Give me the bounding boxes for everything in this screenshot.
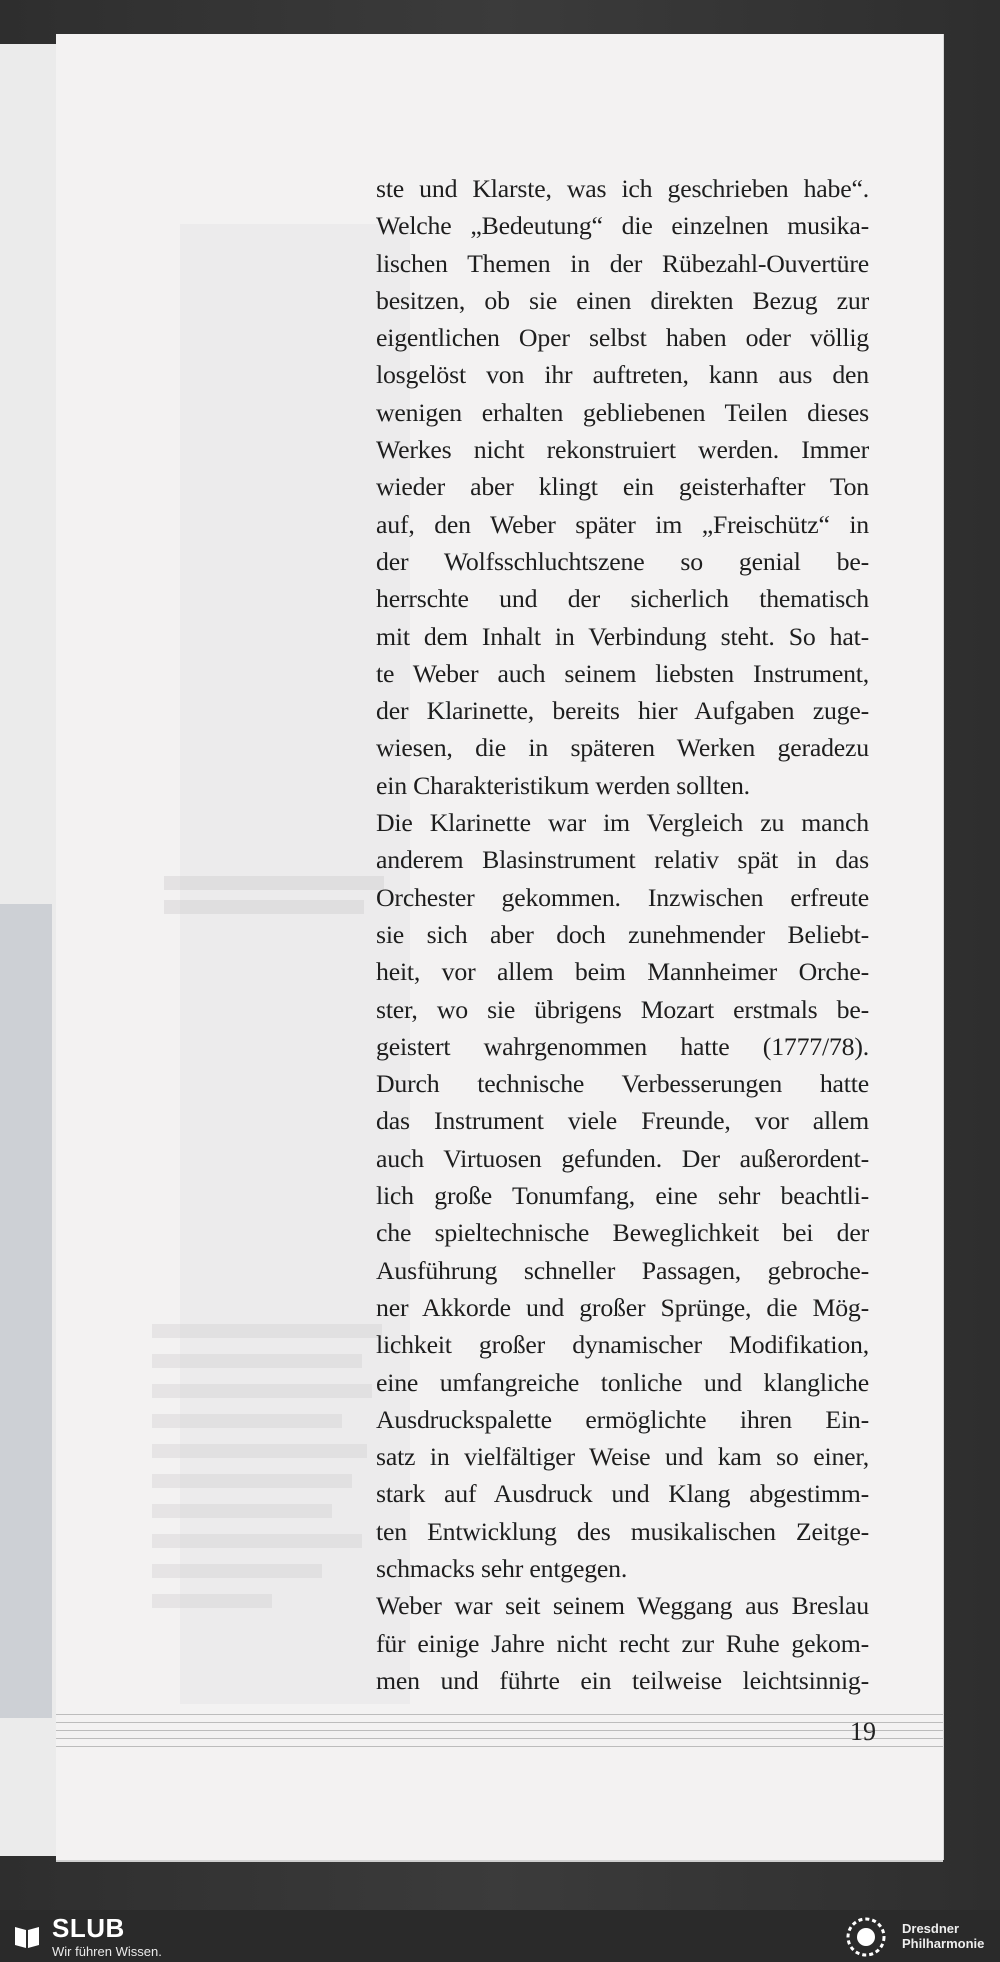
text-line: Durch technische Verbesserungen hatte <box>376 1069 869 1099</box>
text-line: lich große Tonumfang, eine sehr beachtli- <box>376 1181 869 1211</box>
book-icon <box>12 1921 42 1951</box>
text-line: wieder aber klingt ein geisterhafter Ton <box>376 472 869 502</box>
text-line: ten Entwicklung des musikalischen Zeitge- <box>376 1516 869 1546</box>
text-line: satz in vielfältiger Weise und kam so einer, <box>376 1442 869 1472</box>
text-line: ein Charakteristikum werden sollten. <box>376 770 750 800</box>
text-line: ste und Klarste, was ich geschrieben habe“. <box>376 174 869 203</box>
text-line: Welche „Bedeutung“ die einzelnen musika- <box>376 211 869 241</box>
text-line: losgelöst von ihr auftreten, kann aus den <box>376 360 869 390</box>
text-line: Weber war seit seinem Weggang aus Breslau <box>376 1591 869 1621</box>
text-line: eine umfangreiche tonliche und klangliche <box>376 1367 869 1397</box>
facing-page-edge <box>0 44 61 1856</box>
text-line: sie sich aber doch zunehmender Beliebt- <box>376 919 869 949</box>
text-line: der Klarinette, bereits hier Aufgaben zuge- <box>376 696 869 726</box>
text-line: che spieltechnische Beweglichkeit bei der <box>376 1218 869 1248</box>
text-line: mit dem Inhalt in Verbindung steht. So hat- <box>376 621 869 651</box>
text-line: herrschte und der sicherlich thematisch <box>376 584 869 614</box>
text-line: te Weber auch seinem liebsten Instrument, <box>376 658 869 688</box>
text-line: Die Klarinette war im Vergleich zu manch <box>376 808 869 838</box>
philharmonie-sun-logo-icon[interactable] <box>841 1915 891 1959</box>
text-line: auch Virtuosen gefunden. Der außerordent- <box>376 1143 869 1173</box>
music-staff-rule <box>56 1714 943 1758</box>
text-line: lichkeit großer dynamischer Modifikation, <box>376 1330 869 1360</box>
text-line: das Instrument viele Freunde, vor allem <box>376 1106 869 1136</box>
text-line: men und führte ein teilweise leichtsinnig- <box>376 1665 869 1695</box>
text-line: ster, wo sie übrigens Mozart erstmals be- <box>376 994 869 1024</box>
text-line: Orchester gekommen. Inzwischen erfreute <box>376 882 869 912</box>
text-line: auf, den Weber später im „Freischütz“ in <box>376 509 869 539</box>
philharmonie-line-1: Dresdner <box>902 1921 960 1936</box>
philharmonie-line-2: Philharmonie <box>902 1936 985 1951</box>
text-line: wiesen, die in späteren Werken geradezu <box>376 733 869 763</box>
margin-note-ghost-2 <box>152 1324 382 1608</box>
text-line: stark auf Ausdruck und Klang abgestimm- <box>376 1479 869 1509</box>
facing-page-shade <box>0 904 52 1718</box>
viewer-footer <box>0 1910 1000 1962</box>
body-text <box>376 170 869 1699</box>
text-line: wenigen erhalten gebliebenen Teilen dieses <box>376 397 869 427</box>
text-line: heit, vor allem beim Mannheimer Orche- <box>376 957 869 987</box>
text-line: der Wolfsschluchtszene so genial be- <box>376 546 869 576</box>
text-line: anderem Blasinstrument relativ spät in das <box>376 845 869 875</box>
slub-logo-name[interactable]: SLUB <box>52 1913 125 1943</box>
philharmonie-logo-text <box>902 1921 984 1951</box>
text-line: geistert wahrgenommen hatte (1777/78). <box>376 1031 869 1061</box>
text-line: Werkes nicht rekonstruiert werden. Immer <box>376 435 869 465</box>
text-line: besitzen, ob sie einen direkten Bezug zur <box>376 285 869 315</box>
text-line: Ausdruckspalette ermöglichte ihren Ein- <box>376 1404 869 1434</box>
text-line: Ausführung schneller Passagen, gebroche- <box>376 1255 869 1285</box>
text-line: eigentlichen Oper selbst haben oder völlig <box>376 323 869 353</box>
text-line: für einige Jahre nicht recht zur Ruhe gekom- <box>376 1628 869 1658</box>
text-line: schmacks sehr entgegen. <box>376 1553 628 1583</box>
margin-note-ghost-1 <box>164 876 384 914</box>
slub-tagline: Wir führen Wissen. <box>52 1944 162 1959</box>
text-line: ner Akkorde und großer Sprünge, die Mög- <box>376 1292 869 1322</box>
page-number: 19 <box>850 1717 876 1746</box>
text-line: lischen Themen in der Rübezahl-Ouvertüre <box>376 248 869 278</box>
